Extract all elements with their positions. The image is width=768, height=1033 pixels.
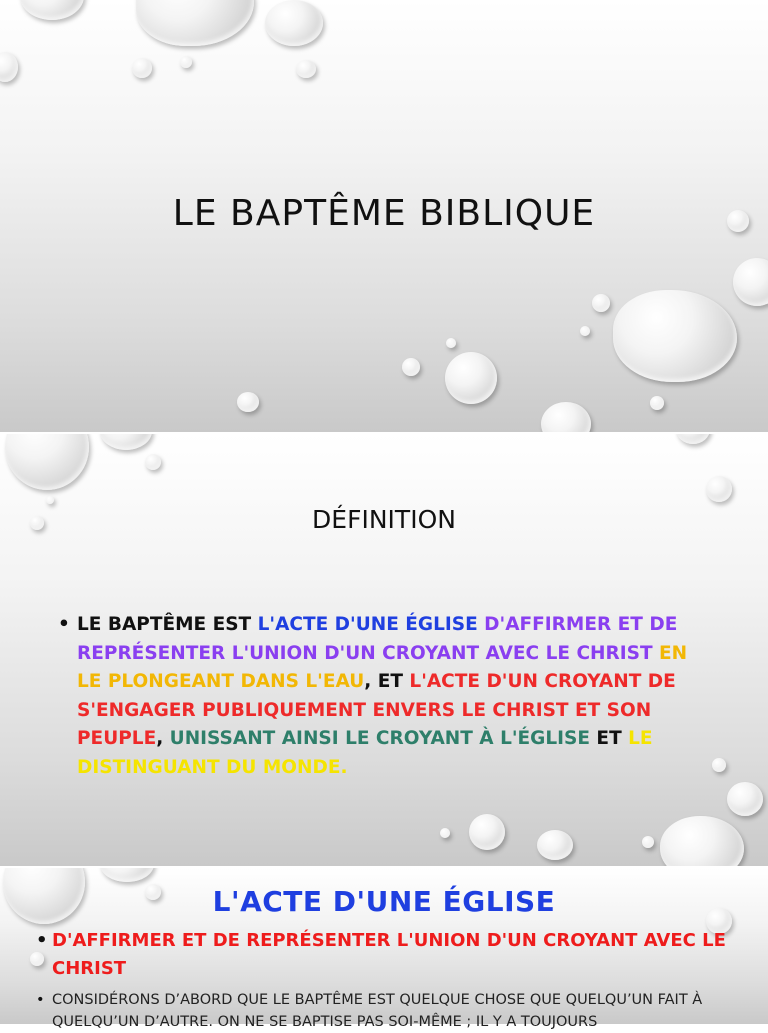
definition-segment: L'ACTE D'UN CROYANT DE S'ENGAGER PUBLIQUEMENT ENVERS LE CHRIST ET SON PEUPLE [77, 671, 676, 749]
slide3-bullet-1 [36, 927, 751, 983]
definition-segment: EN LE PLONGEANT DANS L'EAU [77, 642, 688, 692]
water-drop [727, 782, 763, 816]
definition-segment: LE BAPTÊME EST [77, 614, 258, 635]
water-drop [265, 0, 323, 46]
definition-segment: UNISSANT AINSI LE CROYANT À L'ÉGLISE [169, 728, 590, 749]
water-drop [706, 476, 732, 502]
water-drop [100, 434, 152, 450]
water-drop [0, 52, 18, 82]
water-drop [237, 392, 259, 412]
water-drop [541, 402, 591, 432]
bullet-marker: • [36, 992, 45, 1008]
water-drop [145, 454, 161, 470]
water-drop [733, 258, 768, 306]
definition-segment: L'ACTE D'UNE ÉGLISE [257, 614, 485, 635]
water-drop [445, 352, 497, 404]
definition-segment: D'AFFIRMER ET DE REPRÉSENTER L'UNION D'UN CROYANT AVEC LE CHRIST [77, 614, 678, 664]
water-drop [537, 830, 573, 860]
water-drop [660, 816, 744, 866]
water-drop [132, 58, 152, 78]
slide1-title: LE BAPTÊME BIBLIQUE [172, 193, 596, 234]
slide2-title: DÉFINITION [312, 505, 456, 534]
water-drop [180, 56, 192, 68]
water-drop [676, 434, 710, 444]
water-drop [650, 396, 664, 410]
definition-text [60, 611, 710, 782]
slide3-bullet-2 [36, 989, 751, 1033]
water-drop [469, 814, 505, 850]
definition-segment: ET [589, 728, 629, 749]
definition-segment: , ET [364, 671, 410, 692]
definition-segment: LE DISTINGUANT DU MONDE. [77, 728, 653, 778]
water-drop [402, 358, 420, 376]
bullet-text: CONSIDÉRONS D’ABORD QUE LE BAPTÊME EST QUELQUE CHOSE QUE QUELQU’UN FAIT À QUELQU’UN D’AUTRE. ON NE SE BAPTISE PAS SOI-MÊME ; IL Y A TOUJOURS [52, 992, 703, 1030]
water-drop [136, 0, 254, 46]
bullet-text: D'AFFIRMER ET DE REPRÉSENTER L'UNION D'UN CROYANT AVEC LE CHRIST [52, 930, 726, 979]
water-drop [712, 758, 726, 772]
water-drop [642, 836, 654, 848]
water-drop [20, 0, 84, 20]
water-drop [5, 434, 89, 490]
water-drop [440, 828, 450, 838]
slide3-title: L'ACTE D'UNE ÉGLISE [212, 885, 556, 918]
water-drop [100, 868, 154, 882]
bullet-marker: • [58, 614, 70, 635]
water-drop [46, 496, 54, 504]
water-drop [446, 338, 456, 348]
water-drop [296, 60, 316, 78]
water-drop [592, 294, 610, 312]
bullet-marker: • [36, 930, 48, 951]
definition-segment: , [156, 728, 170, 749]
water-drop [613, 290, 737, 382]
water-drop [580, 326, 590, 336]
definition-bullet [60, 611, 710, 782]
